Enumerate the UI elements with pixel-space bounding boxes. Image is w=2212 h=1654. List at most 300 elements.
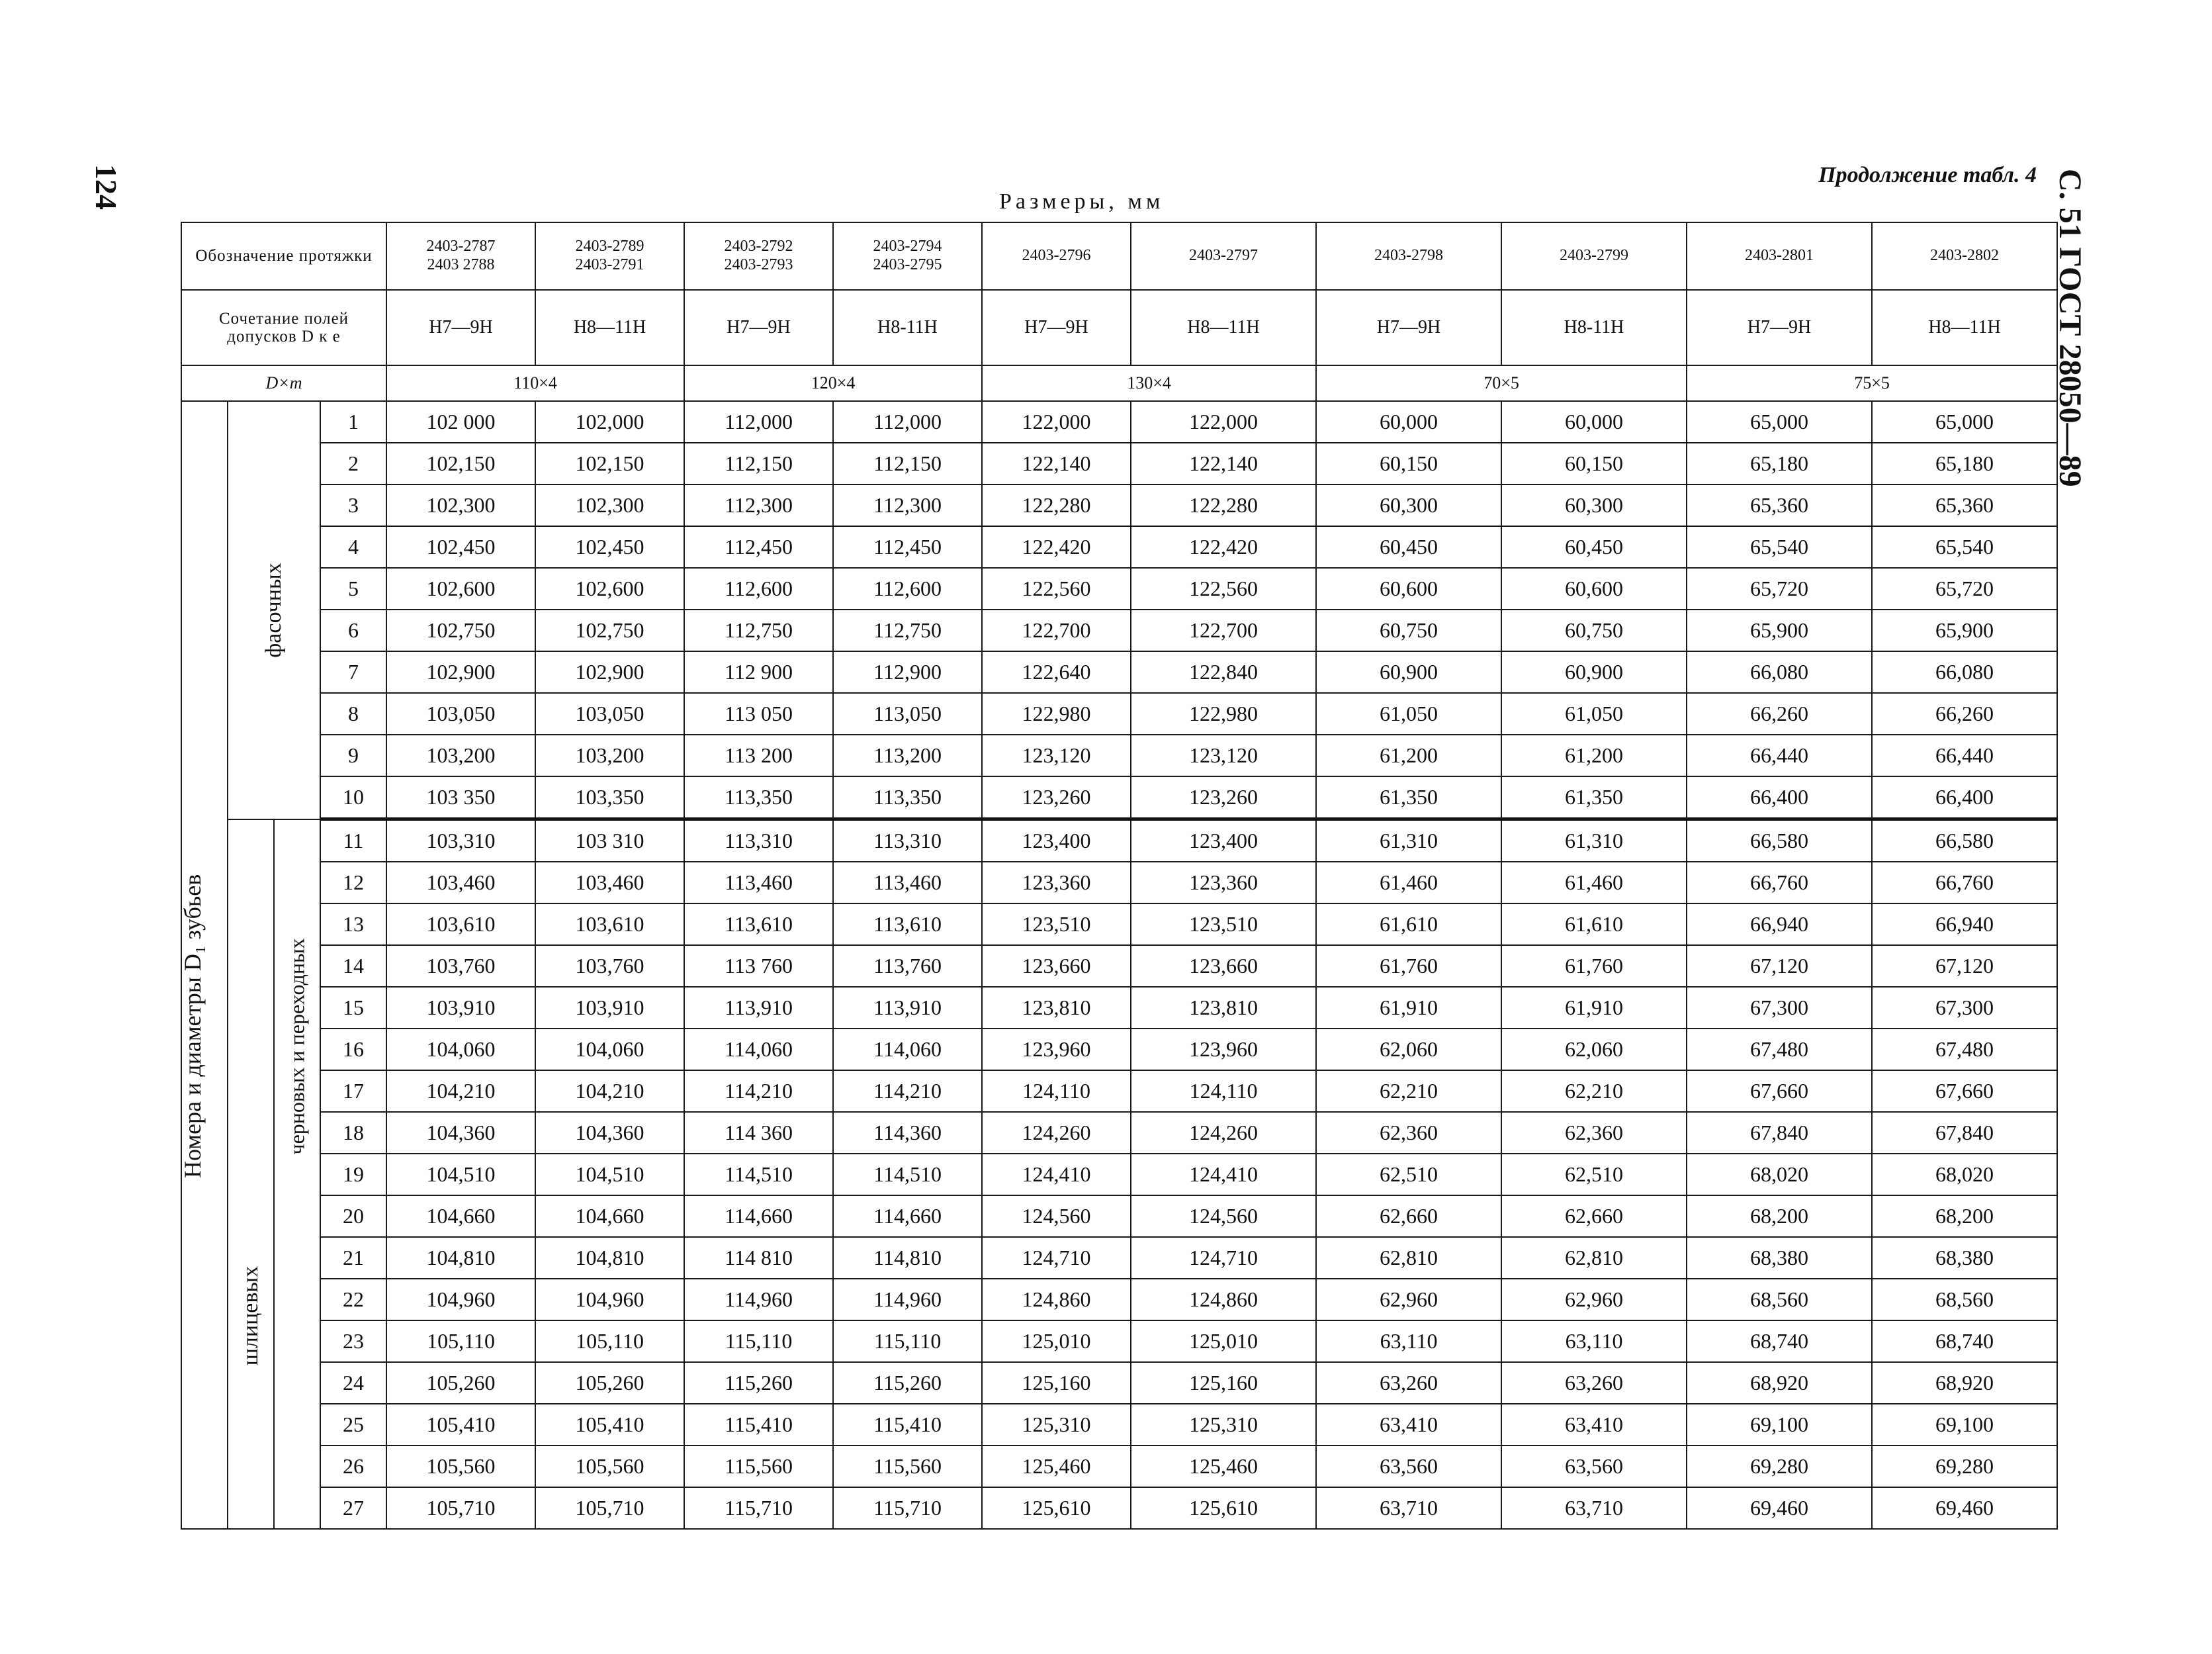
tooth-diameter: 60,150 bbox=[1501, 443, 1687, 484]
tooth-diameter: 65,360 bbox=[1687, 484, 1872, 526]
tooth-diameter: 68,380 bbox=[1687, 1237, 1872, 1279]
designation-code: 2403-2799 bbox=[1560, 247, 1629, 265]
tooth-diameter: 61,460 bbox=[1316, 862, 1501, 903]
tooth-diameter: 104,660 bbox=[535, 1195, 684, 1237]
tooth-diameter: 125,460 bbox=[1131, 1446, 1316, 1487]
side-main-cell bbox=[181, 401, 228, 1529]
tooth-diameter: 114 810 bbox=[684, 1237, 833, 1279]
tooth-diameter: 62,060 bbox=[1501, 1029, 1687, 1070]
tooth-diameter: 124,560 bbox=[1131, 1195, 1316, 1237]
tooth-number: 12 bbox=[320, 862, 386, 903]
table-row bbox=[181, 945, 2057, 987]
tooth-diameter: 68,920 bbox=[1872, 1362, 2057, 1404]
tooth-number: 14 bbox=[320, 945, 386, 987]
designation-code: 2403-2795 bbox=[873, 256, 942, 273]
tooth-diameter: 115,560 bbox=[684, 1446, 833, 1487]
tooth-diameter: 105,410 bbox=[386, 1404, 535, 1446]
tooth-diameter: 124,110 bbox=[1131, 1070, 1316, 1112]
tooth-diameter: 61,350 bbox=[1501, 776, 1687, 819]
tooth-diameter: 104,060 bbox=[535, 1029, 684, 1070]
tooth-diameter: 66,760 bbox=[1687, 862, 1872, 903]
tooth-diameter: 112,000 bbox=[833, 401, 982, 443]
tooth-diameter: 113,310 bbox=[684, 819, 833, 862]
tooth-diameter: 113 050 bbox=[684, 693, 833, 735]
tooth-diameter: 68,560 bbox=[1872, 1279, 2057, 1320]
tooth-diameter: 124,410 bbox=[1131, 1154, 1316, 1195]
tooth-diameter: 123,120 bbox=[982, 735, 1131, 776]
tooth-diameter: 68,560 bbox=[1687, 1279, 1872, 1320]
tooth-diameter: 122,700 bbox=[1131, 610, 1316, 651]
side-spline-cell bbox=[228, 819, 274, 1530]
tooth-diameter: 67,660 bbox=[1687, 1070, 1872, 1112]
tolerance-value: H7—9H bbox=[386, 290, 535, 365]
tooth-diameter: 114,960 bbox=[833, 1279, 982, 1320]
tooth-diameter: 102,750 bbox=[535, 610, 684, 651]
tooth-diameter: 67,840 bbox=[1687, 1112, 1872, 1154]
tooth-number: 15 bbox=[320, 987, 386, 1029]
tooth-diameter: 63,260 bbox=[1501, 1362, 1687, 1404]
designation-code: 2403-2787 bbox=[426, 238, 496, 255]
tooth-diameter: 62,360 bbox=[1501, 1112, 1687, 1154]
tooth-diameter: 125,010 bbox=[982, 1320, 1131, 1362]
tooth-diameter: 102,450 bbox=[535, 526, 684, 568]
tooth-diameter: 66,400 bbox=[1872, 776, 2057, 819]
tooth-diameter: 65,180 bbox=[1687, 443, 1872, 484]
tooth-diameter: 61,760 bbox=[1316, 945, 1501, 987]
side-shaped-cell bbox=[228, 401, 320, 819]
tooth-diameter: 123,810 bbox=[982, 987, 1131, 1029]
tooth-diameter: 115,260 bbox=[833, 1362, 982, 1404]
tooth-diameter: 66,580 bbox=[1687, 819, 1872, 862]
tooth-diameter: 60,300 bbox=[1316, 484, 1501, 526]
table-row bbox=[181, 1404, 2057, 1446]
tooth-diameter: 112,750 bbox=[684, 610, 833, 651]
table-row bbox=[181, 1362, 2057, 1404]
tooth-diameter: 65,900 bbox=[1872, 610, 2057, 651]
tooth-diameter: 60,150 bbox=[1316, 443, 1501, 484]
dxm-value: 130×4 bbox=[982, 365, 1316, 401]
tooth-diameter: 102,150 bbox=[386, 443, 535, 484]
table-row bbox=[181, 610, 2057, 651]
tooth-diameter: 65,720 bbox=[1872, 568, 2057, 610]
tooth-diameter: 114,510 bbox=[833, 1154, 982, 1195]
tolerance-value: H7—9H bbox=[1316, 290, 1501, 365]
tooth-diameter: 102,600 bbox=[386, 568, 535, 610]
tooth-diameter: 67,120 bbox=[1872, 945, 2057, 987]
tooth-diameter: 60,300 bbox=[1501, 484, 1687, 526]
tooth-diameter: 65,360 bbox=[1872, 484, 2057, 526]
tooth-diameter: 113 200 bbox=[684, 735, 833, 776]
tooth-diameter: 113,610 bbox=[684, 903, 833, 945]
tooth-diameter: 123,400 bbox=[982, 819, 1131, 862]
tooth-diameter: 102,150 bbox=[535, 443, 684, 484]
tooth-diameter: 122,000 bbox=[1131, 401, 1316, 443]
tooth-diameter: 104,210 bbox=[535, 1070, 684, 1112]
tooth-diameter: 103,460 bbox=[386, 862, 535, 903]
tooth-diameter: 113,050 bbox=[833, 693, 982, 735]
tooth-diameter: 68,020 bbox=[1872, 1154, 2057, 1195]
sizes-title: Размеры, мм bbox=[999, 189, 1165, 214]
designation-code-cell bbox=[1131, 222, 1316, 290]
tooth-diameter: 103,610 bbox=[535, 903, 684, 945]
broach-table bbox=[181, 222, 2058, 1530]
tooth-diameter: 115,710 bbox=[684, 1487, 833, 1529]
tooth-diameter: 66,080 bbox=[1872, 651, 2057, 693]
dxm-value: 120×4 bbox=[684, 365, 982, 401]
tooth-diameter: 61,910 bbox=[1316, 987, 1501, 1029]
tooth-diameter: 60,000 bbox=[1501, 401, 1687, 443]
tooth-diameter: 125,460 bbox=[982, 1446, 1131, 1487]
tooth-diameter: 114 360 bbox=[684, 1112, 833, 1154]
tooth-diameter: 65,540 bbox=[1687, 526, 1872, 568]
tooth-diameter: 103,310 bbox=[386, 819, 535, 862]
tooth-diameter: 62,960 bbox=[1316, 1279, 1501, 1320]
tooth-diameter: 60,900 bbox=[1316, 651, 1501, 693]
tooth-diameter: 61,310 bbox=[1501, 819, 1687, 862]
tolerance-value: H8—11H bbox=[1131, 290, 1316, 365]
table-row bbox=[181, 693, 2057, 735]
tooth-number: 10 bbox=[320, 776, 386, 819]
tooth-diameter: 67,480 bbox=[1687, 1029, 1872, 1070]
tooth-diameter: 103,460 bbox=[535, 862, 684, 903]
tooth-diameter: 62,210 bbox=[1501, 1070, 1687, 1112]
tooth-diameter: 102,900 bbox=[535, 651, 684, 693]
tolerance-label: Сочетание полей допусков D к e bbox=[181, 290, 386, 365]
side-label-shaped: фасочных bbox=[261, 563, 286, 658]
designation-code: 2403-2798 bbox=[1374, 247, 1444, 265]
tooth-diameter: 105,560 bbox=[386, 1446, 535, 1487]
designation-code-cell bbox=[684, 222, 833, 290]
tooth-diameter: 63,710 bbox=[1316, 1487, 1501, 1529]
tooth-diameter: 113,460 bbox=[833, 862, 982, 903]
tooth-diameter: 104,810 bbox=[386, 1237, 535, 1279]
tooth-number: 26 bbox=[320, 1446, 386, 1487]
tooth-diameter: 124,110 bbox=[982, 1070, 1131, 1112]
tooth-diameter: 122,980 bbox=[982, 693, 1131, 735]
tooth-diameter: 102,300 bbox=[535, 484, 684, 526]
header-row-dxm bbox=[181, 365, 2057, 401]
table-row bbox=[181, 735, 2057, 776]
table-row bbox=[181, 903, 2057, 945]
tooth-diameter: 63,710 bbox=[1501, 1487, 1687, 1529]
tooth-diameter: 102,750 bbox=[386, 610, 535, 651]
tooth-diameter: 114,060 bbox=[684, 1029, 833, 1070]
tooth-diameter: 102,900 bbox=[386, 651, 535, 693]
tooth-number: 1 bbox=[320, 401, 386, 443]
tooth-diameter: 66,440 bbox=[1872, 735, 2057, 776]
designation-code-cell bbox=[1687, 222, 1872, 290]
tooth-diameter: 105,710 bbox=[535, 1487, 684, 1529]
tooth-number: 17 bbox=[320, 1070, 386, 1112]
tooth-number: 4 bbox=[320, 526, 386, 568]
tooth-diameter: 124,710 bbox=[982, 1237, 1131, 1279]
tooth-diameter: 63,260 bbox=[1316, 1362, 1501, 1404]
side-label-spline: шлицевых bbox=[238, 1265, 263, 1366]
tooth-diameter: 123,960 bbox=[982, 1029, 1131, 1070]
tooth-diameter: 123,260 bbox=[1131, 776, 1316, 819]
tooth-diameter: 123,510 bbox=[982, 903, 1131, 945]
table-row bbox=[181, 1154, 2057, 1195]
tooth-diameter: 62,810 bbox=[1316, 1237, 1501, 1279]
tooth-diameter: 63,410 bbox=[1316, 1404, 1501, 1446]
tooth-diameter: 122,280 bbox=[1131, 484, 1316, 526]
tooth-diameter: 122,560 bbox=[1131, 568, 1316, 610]
tooth-diameter: 63,110 bbox=[1501, 1320, 1687, 1362]
tooth-number: 7 bbox=[320, 651, 386, 693]
tolerance-value: H7—9H bbox=[684, 290, 833, 365]
tooth-diameter: 112,150 bbox=[833, 443, 982, 484]
tooth-diameter: 103,760 bbox=[386, 945, 535, 987]
tooth-diameter: 125,160 bbox=[982, 1362, 1131, 1404]
designation-code: 2403-2796 bbox=[1022, 247, 1091, 265]
tooth-diameter: 103,200 bbox=[535, 735, 684, 776]
tooth-diameter: 66,400 bbox=[1687, 776, 1872, 819]
tooth-diameter: 114,210 bbox=[684, 1070, 833, 1112]
tooth-diameter: 115,710 bbox=[833, 1487, 982, 1529]
tooth-diameter: 113,350 bbox=[833, 776, 982, 819]
tooth-diameter: 104,810 bbox=[535, 1237, 684, 1279]
tooth-number: 23 bbox=[320, 1320, 386, 1362]
table-row bbox=[181, 1070, 2057, 1112]
tooth-diameter: 68,740 bbox=[1872, 1320, 2057, 1362]
tooth-diameter: 69,100 bbox=[1872, 1404, 2057, 1446]
tooth-diameter: 122,560 bbox=[982, 568, 1131, 610]
tooth-diameter: 103,050 bbox=[535, 693, 684, 735]
side-label-rough: черновых и переходных bbox=[285, 938, 309, 1155]
tooth-diameter: 102,600 bbox=[535, 568, 684, 610]
tooth-diameter: 114,510 bbox=[684, 1154, 833, 1195]
tooth-diameter: 112,300 bbox=[684, 484, 833, 526]
designation-code-cell bbox=[1872, 222, 2057, 290]
designation-code-cell bbox=[535, 222, 684, 290]
tooth-diameter: 104,360 bbox=[535, 1112, 684, 1154]
tooth-diameter: 66,580 bbox=[1872, 819, 2057, 862]
tooth-diameter: 68,200 bbox=[1687, 1195, 1872, 1237]
designation-code: 2403-2789 bbox=[575, 238, 644, 255]
tooth-diameter: 66,080 bbox=[1687, 651, 1872, 693]
tooth-diameter: 103,050 bbox=[386, 693, 535, 735]
designation-code-cell bbox=[982, 222, 1131, 290]
tooth-diameter: 103 310 bbox=[535, 819, 684, 862]
tooth-diameter: 124,860 bbox=[1131, 1279, 1316, 1320]
tooth-diameter: 103 350 bbox=[386, 776, 535, 819]
side-rough-cell bbox=[274, 819, 320, 1530]
tooth-diameter: 62,510 bbox=[1501, 1154, 1687, 1195]
tooth-diameter: 62,960 bbox=[1501, 1279, 1687, 1320]
tooth-diameter: 105,110 bbox=[386, 1320, 535, 1362]
tooth-diameter: 122,700 bbox=[982, 610, 1131, 651]
tolerance-value: H7—9H bbox=[982, 290, 1131, 365]
tooth-diameter: 123,360 bbox=[1131, 862, 1316, 903]
tooth-diameter: 66,260 bbox=[1872, 693, 2057, 735]
tooth-diameter: 123,660 bbox=[1131, 945, 1316, 987]
tooth-number: 3 bbox=[320, 484, 386, 526]
table-row bbox=[181, 1446, 2057, 1487]
tooth-diameter: 112,300 bbox=[833, 484, 982, 526]
page-number: 124 bbox=[89, 164, 123, 210]
tooth-diameter: 115,410 bbox=[684, 1404, 833, 1446]
table-row bbox=[181, 1195, 2057, 1237]
tooth-diameter: 65,900 bbox=[1687, 610, 1872, 651]
tooth-diameter: 122,140 bbox=[1131, 443, 1316, 484]
dxm-value: 75×5 bbox=[1687, 365, 2057, 401]
tooth-diameter: 102,000 bbox=[535, 401, 684, 443]
tooth-diameter: 69,100 bbox=[1687, 1404, 1872, 1446]
tooth-diameter: 104,060 bbox=[386, 1029, 535, 1070]
tooth-diameter: 69,280 bbox=[1872, 1446, 2057, 1487]
tooth-diameter: 103,910 bbox=[386, 987, 535, 1029]
tooth-diameter: 105,260 bbox=[386, 1362, 535, 1404]
tooth-diameter: 123,400 bbox=[1131, 819, 1316, 862]
tooth-diameter: 122,640 bbox=[982, 651, 1131, 693]
tooth-diameter: 66,940 bbox=[1687, 903, 1872, 945]
tooth-diameter: 112 900 bbox=[684, 651, 833, 693]
tooth-diameter: 102,300 bbox=[386, 484, 535, 526]
tooth-diameter: 105,110 bbox=[535, 1320, 684, 1362]
tooth-diameter: 68,200 bbox=[1872, 1195, 2057, 1237]
tooth-diameter: 123,360 bbox=[982, 862, 1131, 903]
gost-side-header: С. 51 ГОСТ 28050—89 bbox=[2053, 169, 2088, 487]
tooth-diameter: 125,610 bbox=[982, 1487, 1131, 1529]
designation-code-cell bbox=[386, 222, 535, 290]
tooth-diameter: 123,660 bbox=[982, 945, 1131, 987]
tooth-diameter: 61,050 bbox=[1316, 693, 1501, 735]
tooth-diameter: 68,740 bbox=[1687, 1320, 1872, 1362]
tooth-diameter: 61,760 bbox=[1501, 945, 1687, 987]
tooth-diameter: 123,260 bbox=[982, 776, 1131, 819]
tooth-diameter: 66,760 bbox=[1872, 862, 2057, 903]
tooth-diameter: 62,810 bbox=[1501, 1237, 1687, 1279]
tooth-diameter: 122,280 bbox=[982, 484, 1131, 526]
tooth-diameter: 112,750 bbox=[833, 610, 982, 651]
designation-code: 2403-2797 bbox=[1189, 247, 1259, 265]
tooth-diameter: 114,060 bbox=[833, 1029, 982, 1070]
tooth-number: 19 bbox=[320, 1154, 386, 1195]
tooth-diameter: 125,160 bbox=[1131, 1362, 1316, 1404]
tooth-diameter: 65,000 bbox=[1687, 401, 1872, 443]
tooth-diameter: 60,750 bbox=[1316, 610, 1501, 651]
tooth-diameter: 104,510 bbox=[535, 1154, 684, 1195]
tooth-diameter: 104,510 bbox=[386, 1154, 535, 1195]
table-row bbox=[181, 819, 2057, 862]
tooth-diameter: 63,560 bbox=[1501, 1446, 1687, 1487]
tooth-diameter: 114,360 bbox=[833, 1112, 982, 1154]
tooth-diameter: 114,660 bbox=[684, 1195, 833, 1237]
tooth-number: 5 bbox=[320, 568, 386, 610]
tooth-diameter: 124,860 bbox=[982, 1279, 1131, 1320]
designation-code-cell bbox=[833, 222, 982, 290]
designation-code: 2403 2788 bbox=[427, 256, 495, 273]
table-row bbox=[181, 1029, 2057, 1070]
tolerance-value: H7—9H bbox=[1687, 290, 1872, 365]
tooth-diameter: 60,450 bbox=[1316, 526, 1501, 568]
tooth-diameter: 61,910 bbox=[1501, 987, 1687, 1029]
tooth-diameter: 67,300 bbox=[1687, 987, 1872, 1029]
tooth-diameter: 115,560 bbox=[833, 1446, 982, 1487]
tooth-diameter: 65,180 bbox=[1872, 443, 2057, 484]
tooth-diameter: 122,840 bbox=[1131, 651, 1316, 693]
tooth-diameter: 102,450 bbox=[386, 526, 535, 568]
tooth-diameter: 124,260 bbox=[982, 1112, 1131, 1154]
tooth-diameter: 62,660 bbox=[1316, 1195, 1501, 1237]
tooth-number: 11 bbox=[320, 819, 386, 862]
tooth-diameter: 104,960 bbox=[535, 1279, 684, 1320]
tooth-diameter: 113,460 bbox=[684, 862, 833, 903]
tolerance-value: H8—11H bbox=[1872, 290, 2057, 365]
side-label-main: Номера и диаметры D₁ зубьев bbox=[179, 874, 206, 1178]
tooth-diameter: 124,710 bbox=[1131, 1237, 1316, 1279]
designation-code: 2403-2794 bbox=[873, 238, 942, 255]
tooth-diameter: 112,600 bbox=[833, 568, 982, 610]
tooth-diameter: 60,600 bbox=[1501, 568, 1687, 610]
designation-code-cell bbox=[1316, 222, 1501, 290]
tooth-number: 27 bbox=[320, 1487, 386, 1529]
tolerance-value: H8-11H bbox=[1501, 290, 1687, 365]
tolerance-value: H8—11H bbox=[535, 290, 684, 365]
table-row bbox=[181, 484, 2057, 526]
tooth-number: 25 bbox=[320, 1404, 386, 1446]
tooth-diameter: 60,600 bbox=[1316, 568, 1501, 610]
tooth-diameter: 61,610 bbox=[1501, 903, 1687, 945]
designation-code: 2403-2793 bbox=[724, 256, 793, 273]
tooth-diameter: 102 000 bbox=[386, 401, 535, 443]
tooth-diameter: 112,900 bbox=[833, 651, 982, 693]
designation-code: 2403-2801 bbox=[1745, 247, 1814, 265]
tooth-number: 21 bbox=[320, 1237, 386, 1279]
tooth-diameter: 61,200 bbox=[1316, 735, 1501, 776]
tooth-diameter: 68,920 bbox=[1687, 1362, 1872, 1404]
tooth-diameter: 61,050 bbox=[1501, 693, 1687, 735]
tooth-diameter: 122,000 bbox=[982, 401, 1131, 443]
tooth-number: 6 bbox=[320, 610, 386, 651]
tooth-number: 8 bbox=[320, 693, 386, 735]
table-continuation-label: Продолжение табл. 4 bbox=[1818, 163, 2037, 187]
table-row bbox=[181, 987, 2057, 1029]
tooth-diameter: 61,610 bbox=[1316, 903, 1501, 945]
tooth-diameter: 114,210 bbox=[833, 1070, 982, 1112]
tooth-diameter: 67,480 bbox=[1872, 1029, 2057, 1070]
tooth-diameter: 122,980 bbox=[1131, 693, 1316, 735]
tooth-diameter: 124,260 bbox=[1131, 1112, 1316, 1154]
tooth-diameter: 113,610 bbox=[833, 903, 982, 945]
tooth-diameter: 123,810 bbox=[1131, 987, 1316, 1029]
tooth-diameter: 103,610 bbox=[386, 903, 535, 945]
tooth-diameter: 125,310 bbox=[982, 1404, 1131, 1446]
designation-code: 2403-2802 bbox=[1930, 247, 2000, 265]
tooth-diameter: 103,760 bbox=[535, 945, 684, 987]
dxm-value: 70×5 bbox=[1316, 365, 1687, 401]
tooth-diameter: 113,350 bbox=[684, 776, 833, 819]
table-row bbox=[181, 862, 2057, 903]
tooth-diameter: 104,960 bbox=[386, 1279, 535, 1320]
tooth-number: 18 bbox=[320, 1112, 386, 1154]
tooth-diameter: 103,350 bbox=[535, 776, 684, 819]
tolerance-value: H8-11H bbox=[833, 290, 982, 365]
tooth-diameter: 113 760 bbox=[684, 945, 833, 987]
tooth-diameter: 62,060 bbox=[1316, 1029, 1501, 1070]
tooth-diameter: 105,560 bbox=[535, 1446, 684, 1487]
tooth-diameter: 62,510 bbox=[1316, 1154, 1501, 1195]
tooth-diameter: 125,310 bbox=[1131, 1404, 1316, 1446]
table-row bbox=[181, 651, 2057, 693]
tooth-diameter: 112,450 bbox=[684, 526, 833, 568]
header-row-designation bbox=[181, 222, 2057, 290]
tooth-diameter: 69,460 bbox=[1687, 1487, 1872, 1529]
table-row bbox=[181, 1237, 2057, 1279]
tooth-diameter: 123,960 bbox=[1131, 1029, 1316, 1070]
table-row bbox=[181, 568, 2057, 610]
tooth-diameter: 123,120 bbox=[1131, 735, 1316, 776]
